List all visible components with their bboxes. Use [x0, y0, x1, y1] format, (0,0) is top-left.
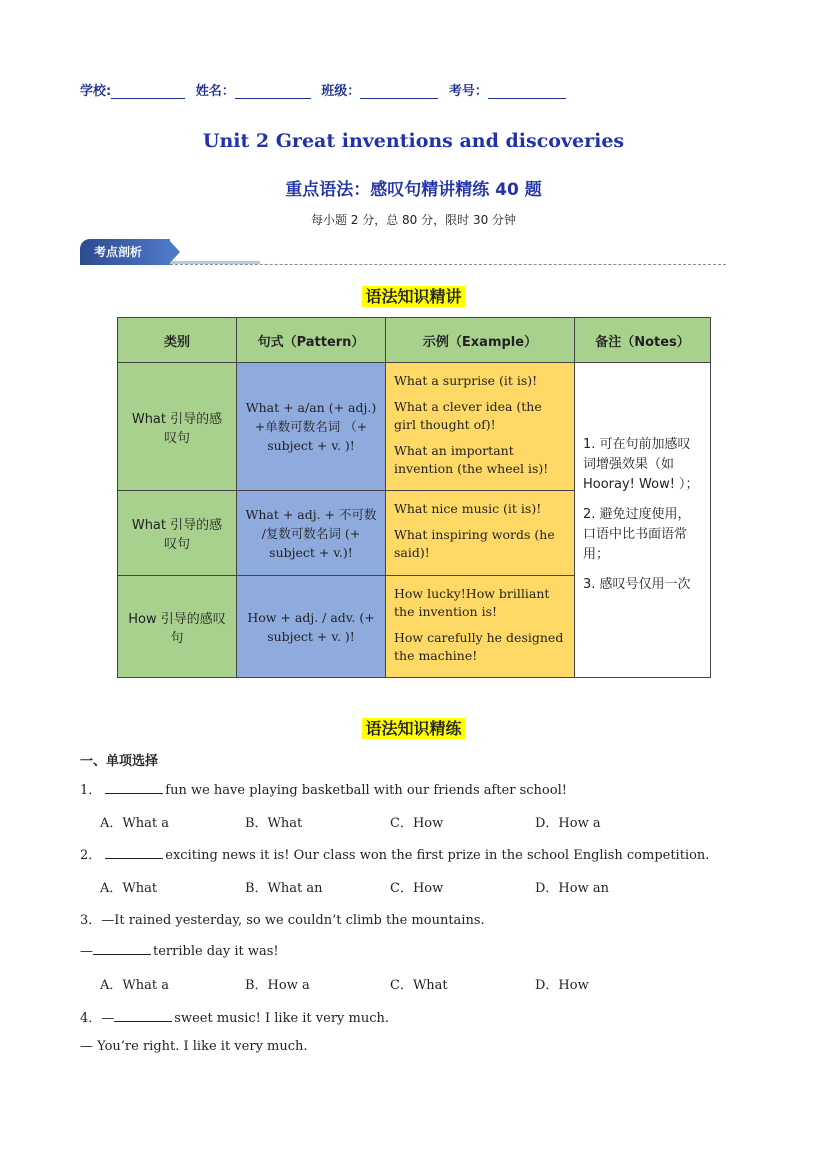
option-d[interactable]: D．How a: [535, 816, 601, 831]
table-header-row: [118, 318, 711, 363]
page-title: Unit 2 Great inventions and discoveries: [202, 130, 625, 152]
row-examples: [386, 491, 575, 576]
question-2: [80, 844, 709, 863]
header-notes: 备注（Notes）: [575, 318, 711, 363]
question-number: 1．: [80, 783, 102, 798]
question-4-reply: [80, 1039, 308, 1054]
example: What nice music (it is)!: [394, 501, 542, 516]
question-text: — You’re right. I like it very much.: [80, 1039, 308, 1054]
option-a[interactable]: A．What: [100, 881, 158, 896]
option-c[interactable]: C．How: [390, 881, 444, 896]
row-type: What 引导的感叹句: [118, 491, 237, 576]
note-item: 2. 避免过度使用，口语中比书面语常用；: [583, 507, 691, 562]
name-label: 姓名：: [195, 84, 235, 99]
question-3-options: [100, 974, 680, 993]
row-examples: [386, 363, 575, 491]
section-heading-practice-text: 语法知识精练: [362, 718, 464, 739]
question-number: 2．: [80, 848, 102, 863]
note-item: 3. 感叹号仅用一次: [583, 577, 691, 592]
example: What an important invention (the wheel is)!: [394, 442, 549, 476]
header-category: 类别: [118, 318, 237, 363]
section-banner: [80, 239, 726, 267]
question-number: 4．: [80, 1011, 102, 1026]
row-pattern: What + a/an (+ adj.) +单数可数名词 （+ subject + v. )!: [237, 363, 386, 491]
question-text: terrible day it was!: [153, 944, 279, 959]
page-subtitle: 重点语法：感叹句精讲精练 40 题: [285, 180, 542, 200]
note-item: 1. 可在句前加感叹词增强效果（如 Hooray! Wow! ）；: [583, 437, 699, 492]
option-b[interactable]: B．What an: [245, 881, 323, 896]
example: How carefully he designed the machine!: [394, 629, 564, 663]
section-heading-explain: [0, 284, 827, 307]
student-info-line: [80, 80, 572, 99]
question-text: —It rained yesterday, so we couldn’t climb the mountains.: [101, 913, 485, 928]
section-heading-practice: [0, 716, 827, 739]
notes-cell: [575, 363, 711, 678]
question-1: [80, 779, 567, 798]
school-field[interactable]: [111, 85, 185, 99]
class-field[interactable]: [360, 85, 438, 99]
option-c[interactable]: C．How: [390, 816, 444, 831]
option-b[interactable]: B．How a: [245, 978, 310, 993]
question-2-options: [100, 877, 680, 896]
section-badge: 考点剖析: [80, 239, 170, 265]
row-type: What 引导的感叹句: [118, 363, 237, 491]
question-text: fun we have playing basketball with our friends after school!: [165, 783, 567, 798]
exam-number-label: 考号：: [448, 84, 488, 99]
option-d[interactable]: D．How an: [535, 881, 609, 896]
question-3: [80, 909, 485, 928]
option-a[interactable]: A．What a: [100, 816, 169, 831]
row-pattern: What + adj. + 不可数 /复数可数名词 (+ subject + v.)!: [237, 491, 386, 576]
exam-note: 每小题 2 分，总 80 分，限时 30 分钟: [310, 213, 517, 227]
header-pattern: 句式（Pattern）: [237, 318, 386, 363]
question-text: sweet music! I like it very much.: [174, 1011, 390, 1026]
badge-arrow: [168, 239, 180, 265]
option-c[interactable]: C．What: [390, 978, 448, 993]
exam-number-field[interactable]: [488, 85, 566, 99]
name-field[interactable]: [235, 85, 311, 99]
row-pattern: How + adj. / adv. (+ subject + v. )!: [237, 576, 386, 678]
answer-blank[interactable]: [114, 1009, 172, 1022]
option-b[interactable]: B．What: [245, 816, 303, 831]
answer-blank[interactable]: [105, 781, 163, 794]
question-number: 3．: [80, 913, 102, 928]
header-example: 示例（Example）: [386, 318, 575, 363]
option-a[interactable]: A．What a: [100, 978, 169, 993]
dash-prefix: —: [80, 944, 93, 959]
section-heading-explain-text: 语法知识精讲: [362, 286, 464, 307]
dashed-divider: [170, 264, 726, 265]
question-text: exciting news it is! Our class won the first prize in the school English competition.: [165, 848, 710, 863]
answer-blank[interactable]: [105, 846, 163, 859]
example: What inspiring words (he said)!: [394, 527, 555, 560]
example: What a clever idea (the girl thought of)!: [394, 398, 542, 432]
question-1-options: [100, 812, 680, 831]
example: What a surprise (it is)!: [394, 372, 538, 388]
grammar-table: [117, 317, 711, 678]
answer-blank[interactable]: [93, 942, 151, 955]
school-label: 学校:: [80, 84, 112, 99]
option-d[interactable]: D．How: [535, 978, 589, 993]
row-examples: [386, 576, 575, 678]
question-3-reply: [80, 942, 279, 959]
class-label: 班级：: [321, 84, 361, 99]
dash-prefix: —: [101, 1011, 115, 1026]
part-title: 一、单项选择: [80, 754, 159, 769]
question-4: [80, 1007, 389, 1026]
row-type: How 引导的感叹句: [118, 576, 237, 678]
example: How lucky!How brilliant the invention is!: [394, 585, 550, 619]
table-row: [118, 363, 711, 491]
